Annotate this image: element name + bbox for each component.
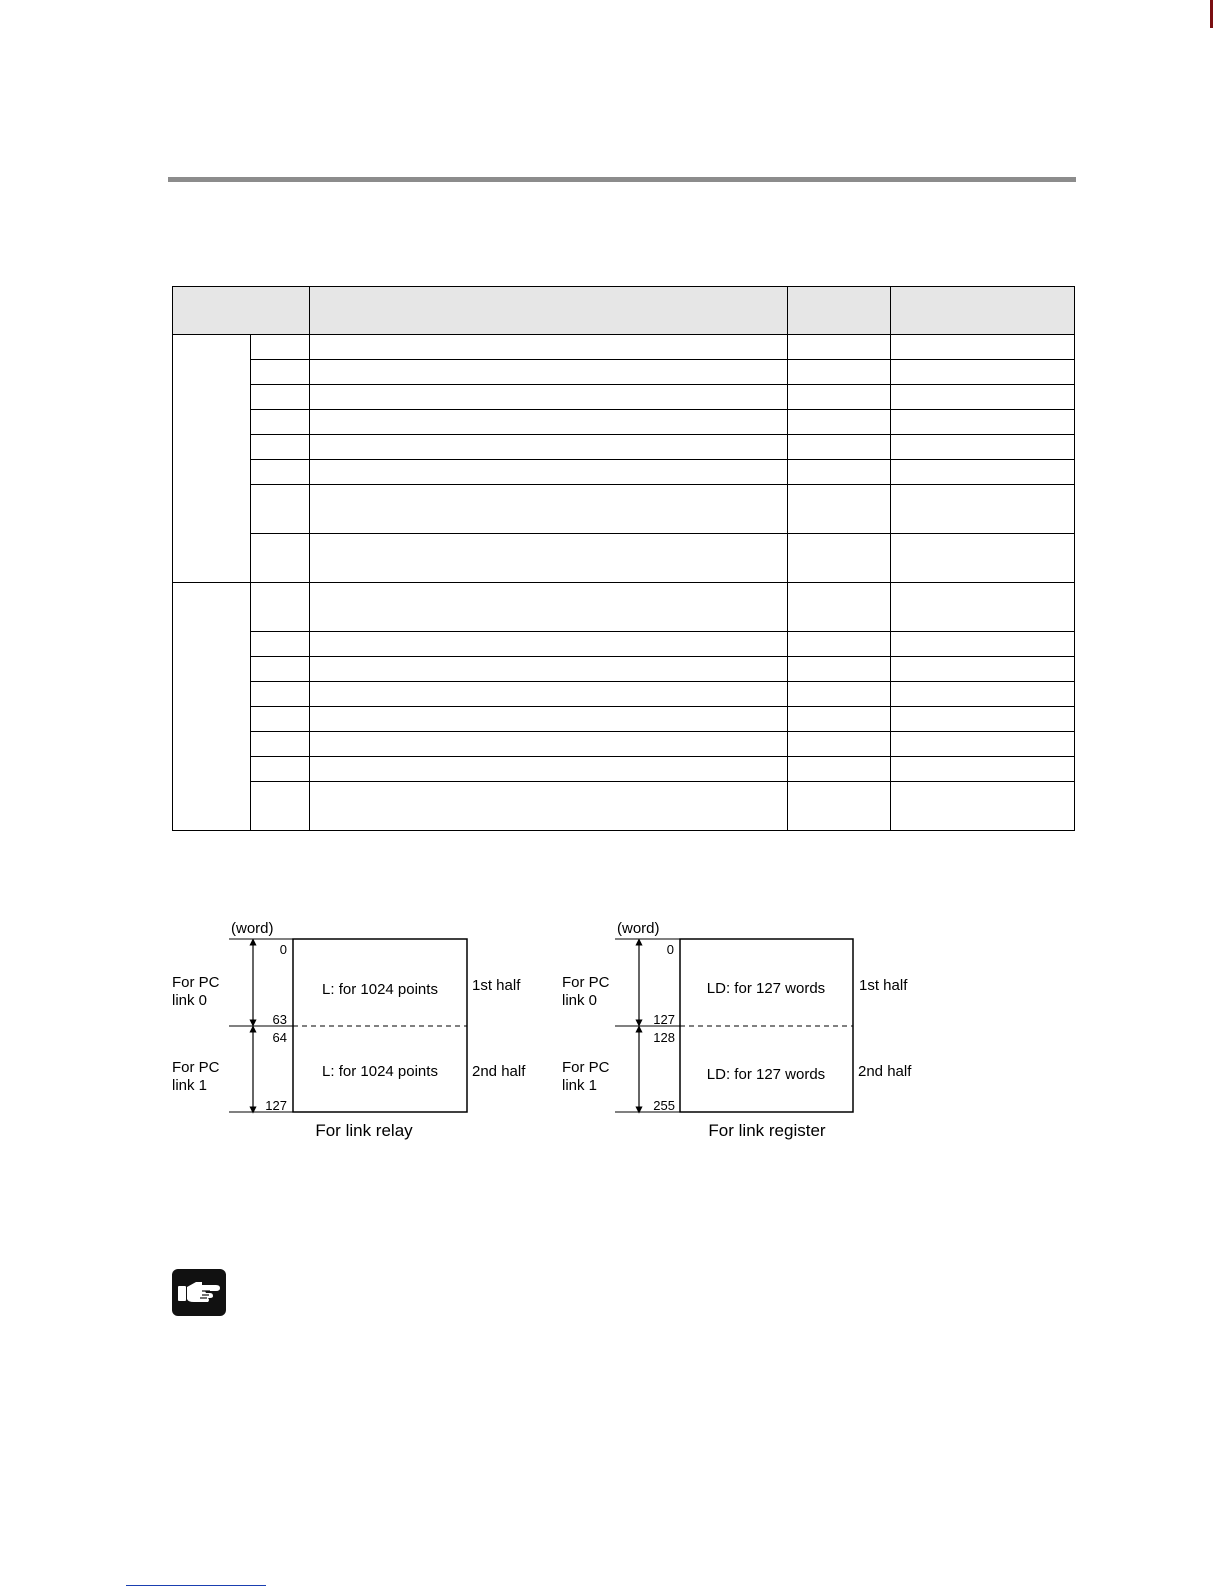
link-area-diagram (165, 912, 945, 1152)
table-cell (310, 757, 788, 782)
table-cell (251, 657, 310, 682)
link0-label-line2: link 0 (562, 992, 598, 1009)
table-header-row (173, 287, 1075, 335)
table-cell (788, 682, 891, 707)
table-cell (891, 435, 1075, 460)
table-cell (310, 707, 788, 732)
table-cell (251, 732, 310, 757)
table-cell (788, 460, 891, 485)
table-cell (251, 682, 310, 707)
table-cell (891, 360, 1075, 385)
table-cell (891, 534, 1075, 583)
table-cell (251, 385, 310, 410)
table-cell (788, 757, 891, 782)
table-header-cell (310, 287, 788, 335)
address-start: 0 (666, 942, 674, 957)
table-cell (788, 360, 891, 385)
table-row (173, 360, 1075, 385)
table-row (173, 707, 1075, 732)
table-cell (251, 782, 310, 831)
table-cell (891, 682, 1075, 707)
table-cell (251, 335, 310, 360)
table-cell (310, 385, 788, 410)
register-second-half-box-label: LD: for 127 words (706, 1066, 826, 1083)
table-row (173, 460, 1075, 485)
settings-table (172, 286, 1075, 831)
register-first-half-box-label: LD: for 127 words (706, 980, 826, 997)
table-cell (788, 435, 891, 460)
table-cell (891, 485, 1075, 534)
table-row (173, 583, 1075, 632)
table-cell (310, 410, 788, 435)
table-group-cell (173, 583, 251, 831)
table-cell (310, 583, 788, 632)
table-cell (788, 657, 891, 682)
table-row (173, 682, 1075, 707)
table-cell (310, 435, 788, 460)
relay-second-half-box-label: L: for 1024 points (322, 1063, 438, 1080)
table-row (173, 435, 1075, 460)
register-caption: For link register (708, 1121, 826, 1140)
table-cell (891, 335, 1075, 360)
second-half-label: 2nd half (858, 1063, 912, 1080)
link0-label-line2: link 0 (172, 992, 208, 1009)
table-cell (310, 534, 788, 583)
table-cell (251, 435, 310, 460)
table-cell (788, 485, 891, 534)
table-cell (891, 757, 1075, 782)
relay-caption: For link relay (315, 1121, 413, 1140)
table-cell (251, 583, 310, 632)
table-row (173, 385, 1075, 410)
table-cell (310, 335, 788, 360)
table-cell (310, 732, 788, 757)
table-row (173, 732, 1075, 757)
table-cell (788, 583, 891, 632)
first-half-label: 1st half (859, 977, 908, 994)
table-cell (251, 460, 310, 485)
second-half-label: 2nd half (472, 1063, 526, 1080)
table-cell (251, 534, 310, 583)
table-row (173, 757, 1075, 782)
table-cell (891, 410, 1075, 435)
page-edge-marker (1210, 0, 1213, 28)
table-cell (310, 632, 788, 657)
table-cell (891, 657, 1075, 682)
address-mid-end: 127 (653, 1012, 675, 1027)
table-cell (251, 757, 310, 782)
address-mid-start: 64 (272, 1030, 287, 1045)
first-half-label: 1st half (472, 977, 521, 994)
table-cell (788, 385, 891, 410)
link-relay-diagram (172, 920, 526, 1140)
word-unit-label: (word) (617, 920, 660, 937)
table-cell (891, 707, 1075, 732)
table-cell (251, 485, 310, 534)
link0-label-line1: For PC (172, 974, 220, 991)
address-end: 255 (653, 1098, 675, 1113)
link0-label-line1: For PC (562, 974, 610, 991)
table-cell (891, 732, 1075, 757)
table-cell (891, 385, 1075, 410)
table-cell (788, 782, 891, 831)
table-cell (310, 682, 788, 707)
table-cell (788, 534, 891, 583)
table-cell (251, 360, 310, 385)
table-cell (788, 632, 891, 657)
table-header-cell (788, 287, 891, 335)
link1-label-line2: link 1 (562, 1077, 598, 1094)
header-rule (168, 177, 1076, 182)
table-row (173, 335, 1075, 360)
table-row (173, 410, 1075, 435)
table-cell (891, 632, 1075, 657)
link-register-diagram (562, 920, 912, 1140)
link1-label-line1: For PC (172, 1059, 220, 1076)
table-cell (891, 583, 1075, 632)
pointing-hand-icon (172, 1269, 226, 1316)
table-cell (310, 485, 788, 534)
table-cell (891, 782, 1075, 831)
table-row (173, 632, 1075, 657)
link1-label-line1: For PC (562, 1059, 610, 1076)
table-header-cell (173, 287, 310, 335)
table-group-cell (173, 335, 251, 583)
address-start: 0 (279, 942, 287, 957)
table-cell (891, 460, 1075, 485)
address-mid-start: 128 (653, 1030, 675, 1045)
table-cell (251, 707, 310, 732)
table-header-cell (891, 287, 1075, 335)
table-cell (788, 335, 891, 360)
table-cell (310, 782, 788, 831)
table-cell (788, 732, 891, 757)
table-row (173, 485, 1075, 534)
table-cell (310, 657, 788, 682)
table-cell (310, 360, 788, 385)
table-cell (251, 410, 310, 435)
table-cell (251, 632, 310, 657)
table-row (173, 782, 1075, 831)
table-cell (310, 460, 788, 485)
relay-first-half-box-label: L: for 1024 points (322, 981, 438, 998)
table-cell (788, 707, 891, 732)
link1-label-line2: link 1 (172, 1077, 208, 1094)
table-row (173, 657, 1075, 682)
address-mid-end: 63 (272, 1012, 287, 1027)
word-unit-label: (word) (231, 920, 274, 937)
table-cell (788, 410, 891, 435)
address-end: 127 (265, 1098, 287, 1113)
table-row (173, 534, 1075, 583)
